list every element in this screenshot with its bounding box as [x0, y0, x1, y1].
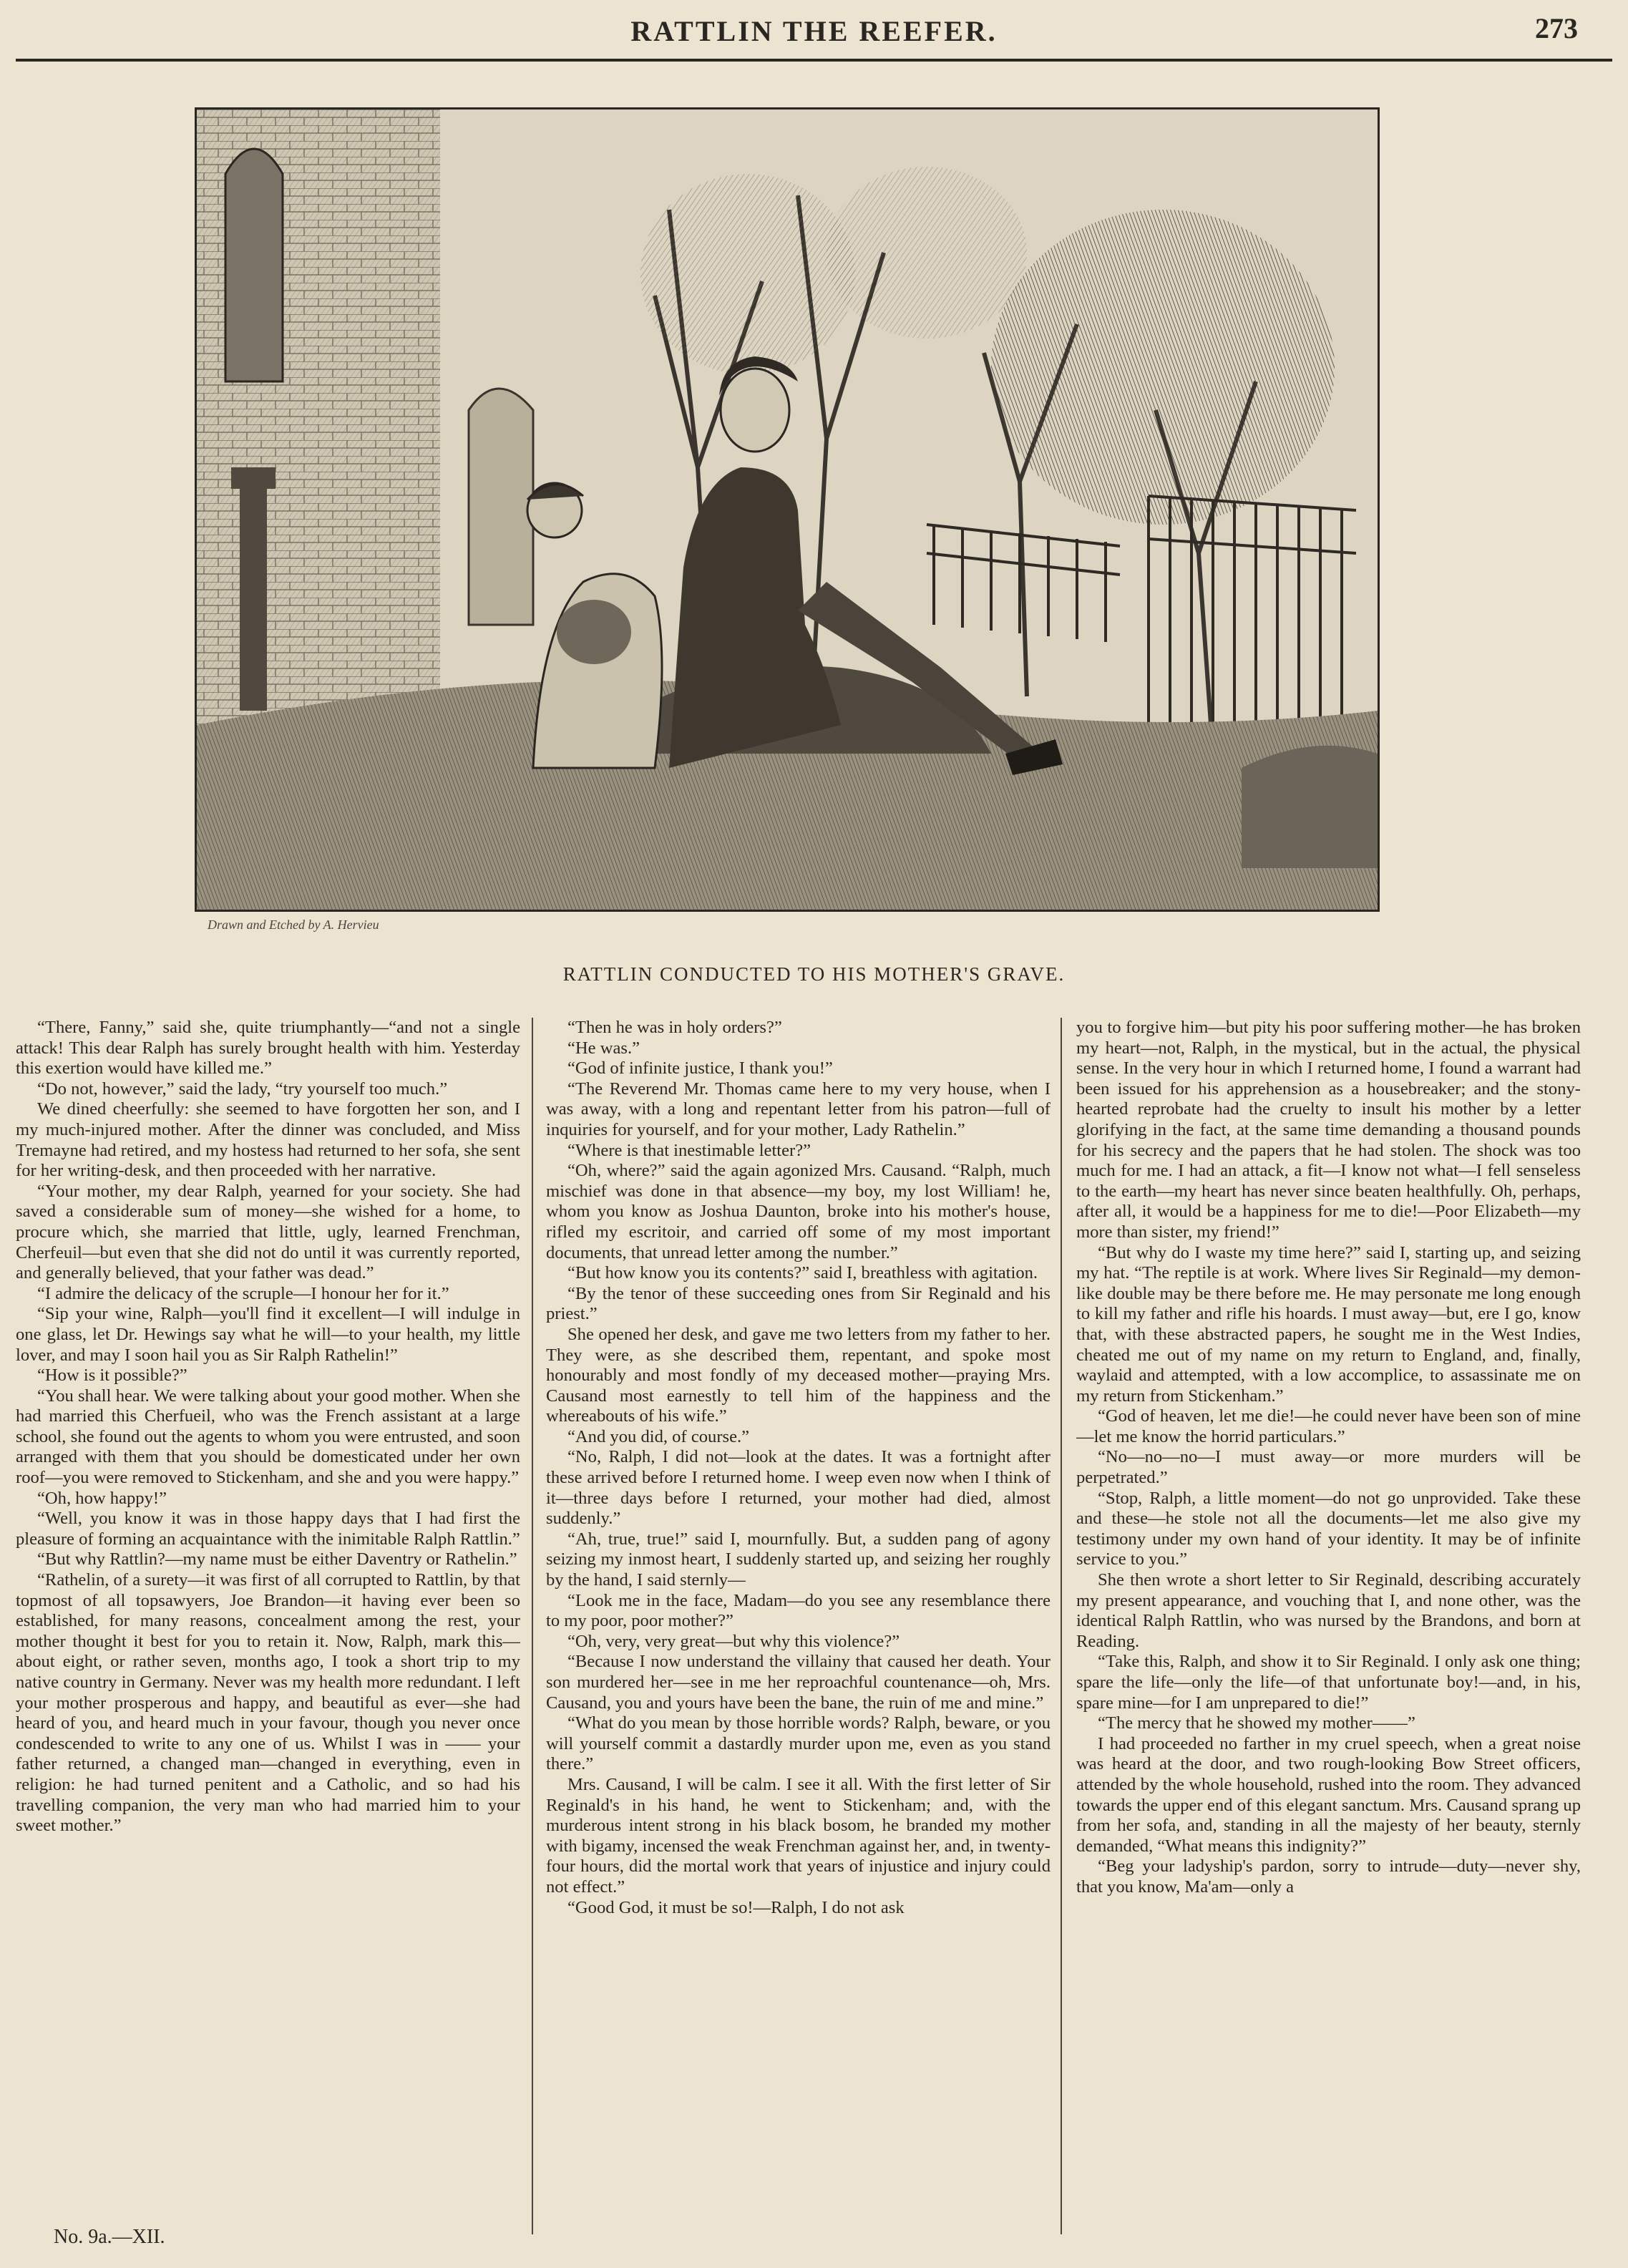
- paragraph: “Then he was in holy orders?”: [567, 1018, 782, 1037]
- text-column-2: [546, 1018, 1051, 2227]
- paragraph: “What do you mean by those horrible words? Ralph, beware, or you will yourself commit a dastardly murder upon me, even as you stand there.”: [546, 1713, 1051, 1774]
- paragraph: “Oh, how happy!”: [37, 1488, 167, 1508]
- engraving-artwork: [197, 109, 1378, 910]
- signature-mark: No. 9a.—XII.: [54, 2226, 165, 2248]
- paragraph: “Well, you know it was in those happy days that I had first the pleasure of forming an acquaintance with the inimitable Ralph Rattlin.”: [16, 1509, 520, 1549]
- paragraph: “But why do I waste my time here?” said I, starting up, and seizing my hat. “The reptile is at work. Where lives Sir Reginald—my demon-like double may be there before me. He may personate me long enough to kill my father and rifle his hoards. I must away—but, ere I go, know that, with these abstracted papers, he sought me in the West Indies, cheated me out of my name on my return to England, and, finally, waylaid and attempted, with a low accomplice, to assassinate me on my return from Stickenham.”: [1076, 1242, 1581, 1406]
- running-title: RATTLIN THE REEFER.: [630, 15, 998, 47]
- paragraph: She opened her desk, and gave me two letters from my father to her. They were, as she described them, repentant, and spoke most honourably and most fondly of my deceased mother—praying Mrs. Causand most earnestly to tell him of the happiness and the whereabouts of his wife.”: [546, 1324, 1051, 1426]
- paragraph: “By the tenor of these succeeding ones from Sir Reginald and his priest.”: [546, 1283, 1051, 1324]
- paragraph: She then wrote a short letter to Sir Reginald, describing accurately my present appearance, and vouching that I, and none other, was the identical Ralph Rattlin, who was nursed by the Brandons, and born at Reading.: [1076, 1570, 1581, 1651]
- illustration-caption: RATTLIN CONDUCTED TO HIS MOTHER'S GRAVE.: [562, 963, 1066, 985]
- paragraph: “No—no—no—I must away—or more murders will be perpetrated.”: [1076, 1447, 1581, 1488]
- page-number: 273: [1535, 12, 1578, 44]
- header-rule: [16, 59, 1612, 62]
- paragraph: “Your mother, my dear Ralph, yearned for your society. She had saved a considerable sum of money—she wished for a home, to procure which, she married that little, ugly, learned Frenchman, Cherfeuil—but even that she did not do until it was currently reported, and generally believed, that your father was dead.”: [16, 1181, 520, 1283]
- paragraph: “Because I now understand the villainy that caused her death. Your son murdered her—see in me her reproachful countenance—oh, Mrs. Causand, you and yours have been the bane, the ruin of me and mine.”: [546, 1652, 1051, 1713]
- paragraph: “The Reverend Mr. Thomas came here to my very house, when I was away, with a long and repentant letter from his patron—full of inquiries for yourself, and for your mother, Lady Rathelin.”: [546, 1079, 1051, 1139]
- column-divider: [532, 1018, 533, 2234]
- running-head: [0, 11, 1628, 52]
- paragraph: “Rathelin, of a surety—it was first of all corrupted to Rattlin, by that topmost of all topsawyers, Joe Brandon—it having ever been so established, for many reasons, concealment among the rest, your mother thought it best for you to retain it. Now, Ralph, mark this—about eight, or rather seven, months ago, I took a short trip to my native country in Germany. Never was my health more redundant. I left your mother prosperous and happy, and beautiful as ever—she had heard of you, and heard much in your favour, though you never once condescended to write to any one of us. Whilst I was in —— your father returned, a changed man—changed in everything, even in religion: he had turned penitent and a Catholic, and so had his travelling companion, the very man who had married him to your sweet mother.”: [16, 1570, 520, 1836]
- paragraph: “Beg your ladyship's pardon, sorry to intrude—duty—never shy, that you know, Ma'am—only a: [1076, 1856, 1581, 1897]
- paragraph: “But why Rattlin?—my name must be either Daventry or Rathelin.”: [37, 1549, 517, 1569]
- paragraph: “Good God, it must be so!—Ralph, I do not ask: [567, 1897, 905, 1917]
- paragraph: “Take this, Ralph, and show it to Sir Reginald. I only ask one thing; spare the life—only the life—of that unfortunate boy!—and, in his, spare mine—for I am unprepared to die!”: [1076, 1652, 1581, 1713]
- paragraph: “Sip your wine, Ralph—you'll find it excellent—I will indulge in one glass, let Dr. Hewings say what he will—to your health, my little lover, and may I soon hail you as Sir Ralph Rathelin!”: [16, 1304, 520, 1365]
- paragraph: We dined cheerfully: she seemed to have forgotten her son, and I my much-injured mother. After the dinner was concluded, and Miss Tremayne had retired, and my hostess had returned to her sofa, she sent for her writing-desk, and then proceeded with her narrative.: [16, 1099, 520, 1181]
- paragraph: “He was.”: [567, 1038, 640, 1058]
- paragraph: you to forgive him—but pity his poor suffering mother—he has broken my heart—not, Ralph, in the mystical, but in the actual, the physical sense. In the very hour in which I returned home, I found a warrant had been issued for his apprehension as a housebreaker; and the stony-hearted reprobate had the cruelty to insult his mother by a letter glorifying in the fact, at the same time demanding a thousand pounds for his secrecy and the papers that he had stolen. The shock was too much for me. I had an attack, a fit—I know not what—I fell senseless to the earth—my heart has never since beaten healthfully. Oh, perhaps, after all, it would be a happiness for me to die!—Poor Elizabeth—my more than sister, my friend!”: [1076, 1018, 1581, 1242]
- paragraph: “No, Ralph, I did not—look at the dates. It was a fortnight after these arrived before I returned home. I weep even now when I think of it—three days before I returned, your mother had died, almost suddenly.”: [546, 1447, 1051, 1529]
- engraving-illustration: [195, 107, 1380, 912]
- paragraph: “Where is that inestimable letter?”: [567, 1140, 811, 1160]
- text-column-3: [1076, 1018, 1581, 2227]
- text-column-1: [16, 1018, 520, 2227]
- paragraph: Mrs. Causand, I will be calm. I see it all. With the first letter of Sir Reginald's in his hand, he went to Stickenham; and, with the murderous intent strong in his black bosom, he branded my mother with bigamy, incensed the weak Frenchman against her, and, in twenty-four hours, did the mortal work that years of injustice and injury could not effect.”: [546, 1774, 1051, 1897]
- paragraph: “God of infinite justice, I thank you!”: [567, 1058, 833, 1079]
- paragraph: “The mercy that he showed my mother——”: [1098, 1713, 1415, 1733]
- paragraph: “Oh, where?” said the again agonized Mrs. Causand. “Ralph, much mischief was done in that absence—my boy, my lost William! he, whom you know as Joshua Daunton, broke into his mother's house, rifled my escritoir, and carried off some of my most important documents, that unread letter among the number.”: [546, 1161, 1051, 1262]
- paragraph: “There, Fanny,” said she, quite triumphantly—“and not a single attack! This dear Ralph has surely brought health with him. Yesterday this exertion would have killed me.”: [16, 1018, 520, 1079]
- column-divider: [1061, 1018, 1062, 2234]
- paragraph: “Stop, Ralph, a little moment—do not go unprovided. Take these and these—he stole not all the documents—let me also give my testimony under my own hand of your identity. It may be of infinite service to you.”: [1076, 1488, 1581, 1569]
- paragraph: “I admire the delicacy of the scruple—I honour her for it.”: [37, 1283, 449, 1303]
- paragraph: “Ah, true, true!” said I, mournfully. But, a sudden pang of agony seizing my inmost heart, I suddenly started up, and seizing her roughly by the hand, I said sternly—: [546, 1529, 1051, 1590]
- paragraph: “How is it possible?”: [37, 1366, 187, 1386]
- paragraph: “But how know you its contents?” said I, breathless with agitation.: [567, 1263, 1038, 1283]
- paragraph: “Do not, however,” said the lady, “try yourself too much.”: [37, 1079, 448, 1099]
- paragraph: “Oh, very, very great—but why this violence?”: [567, 1631, 900, 1651]
- paragraph: I had proceeded no farther in my cruel speech, when a great noise was heard at the door, and two rough-looking Bow Street officers, attended by the whole household, rushed into the room. They advanced towards the upper end of this elegant sanctum. Mrs. Causand sprang up from her sofa, and, standing in all the majesty of her beauty, sternly demanded, “What means this indignity?”: [1076, 1733, 1581, 1856]
- paragraph: “God of heaven, let me die!—he could never have been son of mine—let me know the horrid particulars.”: [1076, 1406, 1581, 1446]
- engraver-credit: Drawn and Etched by A. Hervieu: [208, 918, 379, 932]
- paragraph: “And you did, of course.”: [567, 1426, 750, 1446]
- paragraph: “Look me in the face, Madam—do you see any resemblance there to my poor, poor mother?”: [546, 1590, 1051, 1631]
- paragraph: “You shall hear. We were talking about your good mother. When she had married this Cherfueil, who was the French assistant at a large school, she found out the agents to whom you were entrusted, and soon arranged with them that you should be domesticated under her own roof—you were removed to Stickenham, and she and you were happy.”: [16, 1386, 520, 1488]
